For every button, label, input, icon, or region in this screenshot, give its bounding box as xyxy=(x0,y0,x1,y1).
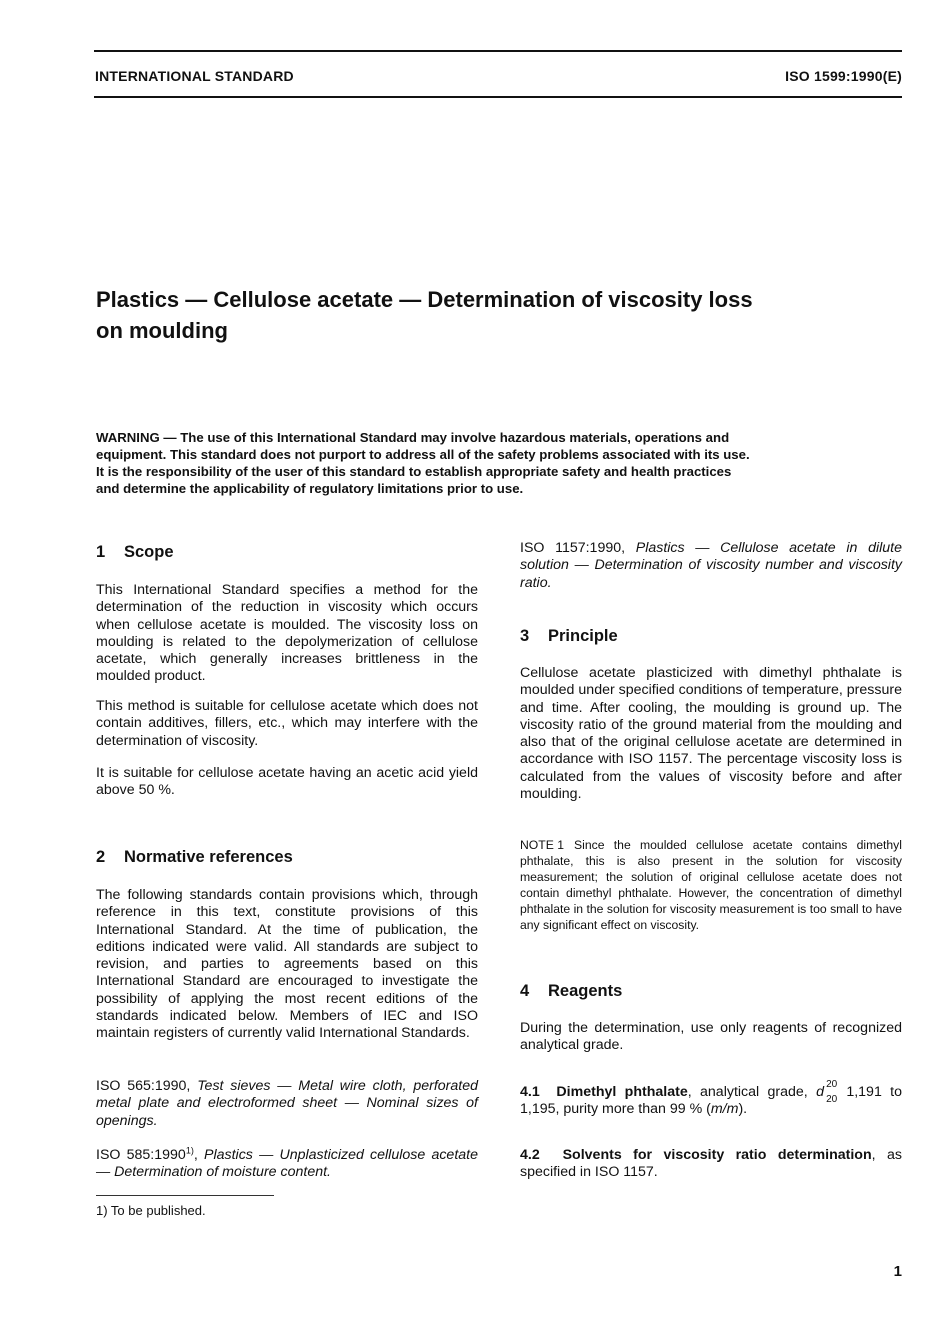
section-2-heading xyxy=(96,849,293,866)
section-title: Principle xyxy=(548,627,618,645)
clause-name: Dimethyl phthalate xyxy=(556,1084,688,1100)
top-rule xyxy=(94,50,902,52)
reference-title: Plastics — Cellulose acetate in dilute solution — Determination of viscosity number and viscosity ratio. xyxy=(520,540,902,591)
scope-paragraph-3: It is suitable for cellulose acetate having an acetic acid yield above 50 %. xyxy=(96,765,478,799)
clause-number: 4.1 xyxy=(520,1084,540,1100)
normative-references-intro: The following standards contain provisions which, through reference in this text, constitute provisions of this International Standard. At the time of publication, the editions indicated were valid. All standards are subject to revision, and parties to agreements based on this International Standard are encouraged to investigate the possibility of applying the most recent editions of the standards indicated below. Members of IEC and ISO maintain registers of currently valid International Standards. xyxy=(96,887,478,1042)
unit-symbol: m/m xyxy=(710,1101,739,1118)
reference-code: ISO 1157:1990, xyxy=(520,540,626,556)
note-text: Since the moulded cellulose acetate contains dimethyl phthalate, this is also present in the solution for viscosity measurement; the solution of original cellulose acetate does not contain dimethyl phthalate. However, the concentration of dimethyl phthalate in the solution for viscosity measurement is too small to have any significant effect on viscosity. xyxy=(520,838,902,932)
scope-paragraph-1: This International Standard specifies a method for the determination of the reduction in viscosity which occurs when cellulose acetate is moulded. The viscosity loss on moulding is related to the depolymerization of cellulose acetate, which generally increases brittleness in the moulded product. xyxy=(96,582,478,685)
reference-title: Plastics — Unplasticized cellulose acetate — Determination of moisture content. xyxy=(96,1147,478,1181)
clause-text: ). xyxy=(738,1101,748,1118)
warning-line: WARNING — The use of this International Standard may involve hazardous materials, operations and xyxy=(96,430,730,445)
reference-iso-565 xyxy=(96,1078,478,1130)
reference-comma: , xyxy=(193,1147,198,1163)
clause-text: , as specified in ISO 1157. xyxy=(520,1147,902,1181)
section-title: Scope xyxy=(124,543,174,561)
section-number: 4 xyxy=(520,982,530,1000)
section-number: 3 xyxy=(520,627,530,645)
note-1 xyxy=(520,838,902,933)
reagents-paragraph: During the determination, use only reagents of recognized analytical grade. xyxy=(520,1020,902,1054)
clause-4-2 xyxy=(520,1147,902,1182)
document-title xyxy=(96,284,876,346)
header-rule xyxy=(94,96,902,98)
density-subscript: 20 xyxy=(826,1094,838,1105)
section-title: Normative references xyxy=(124,848,293,866)
reference-code: ISO 585:1990 xyxy=(96,1147,186,1163)
section-number: 1 xyxy=(96,543,106,561)
section-number: 2 xyxy=(96,848,106,866)
footnote: 1) To be published. xyxy=(96,1203,206,1218)
warning-line: and determine the applicability of regulatory limitations prior to use. xyxy=(96,481,524,496)
document-title-line1: Plastics — Cellulose acetate — Determination of viscosity loss xyxy=(96,287,753,312)
reference-iso-585 xyxy=(96,1147,478,1182)
header-standard-type: INTERNATIONAL STANDARD xyxy=(95,68,294,84)
reference-title: Test sieves — Metal wire cloth, perforated metal plate and electroformed sheet — Nominal sizes of openings. xyxy=(96,1078,478,1129)
density-superscript: 20 xyxy=(826,1079,838,1090)
relative-density-symbol xyxy=(816,1079,838,1105)
clause-number: 4.2 xyxy=(520,1147,540,1163)
scope-paragraph-2: This method is suitable for cellulose acetate which does not contain additives, fillers, etc., which may interfere with the determination of viscosity. xyxy=(96,698,478,749)
section-title: Reagents xyxy=(548,982,623,1000)
reference-iso-1157 xyxy=(520,540,902,592)
clause-text: 1,191 to 1,195, purity more than 99 % ( xyxy=(520,1084,903,1118)
reference-code: ISO 565:1990, xyxy=(96,1078,191,1094)
section-1-heading xyxy=(96,544,174,561)
section-4-heading xyxy=(520,983,622,1000)
page-number: 1 xyxy=(893,1263,902,1280)
document-title-line2: on moulding xyxy=(96,318,228,343)
warning-line: It is the responsibility of the user of this standard to establish appropriate safety and health practices xyxy=(96,464,732,479)
footnote-rule xyxy=(96,1195,274,1196)
header-document-number: ISO 1599:1990(E) xyxy=(785,68,902,84)
safety-warning xyxy=(96,429,856,497)
clause-name: Solvents for viscosity ratio determination xyxy=(562,1147,872,1163)
footnote-marker: 1) xyxy=(185,1145,194,1156)
principle-paragraph: Cellulose acetate plasticized with dimethyl phthalate is moulded under specified conditions of temperature, pressure and time. After cooling, the moulding is ground up. The viscosity ratio of the ground material from the moulding and also that of the original cellulose acetate are determined in accordance with ISO 1157. The percentage viscosity loss is calculated from the values of viscosity before and after moulding. xyxy=(520,665,902,803)
clause-text: , analytical grade, xyxy=(687,1084,808,1100)
section-3-heading xyxy=(520,628,618,645)
warning-line: equipment. This standard does not purport to address all of the safety problems associated with its use. xyxy=(96,447,750,462)
density-letter: d xyxy=(816,1084,824,1100)
clause-4-1 xyxy=(520,1079,903,1119)
note-label: NOTE 1 xyxy=(520,838,565,852)
